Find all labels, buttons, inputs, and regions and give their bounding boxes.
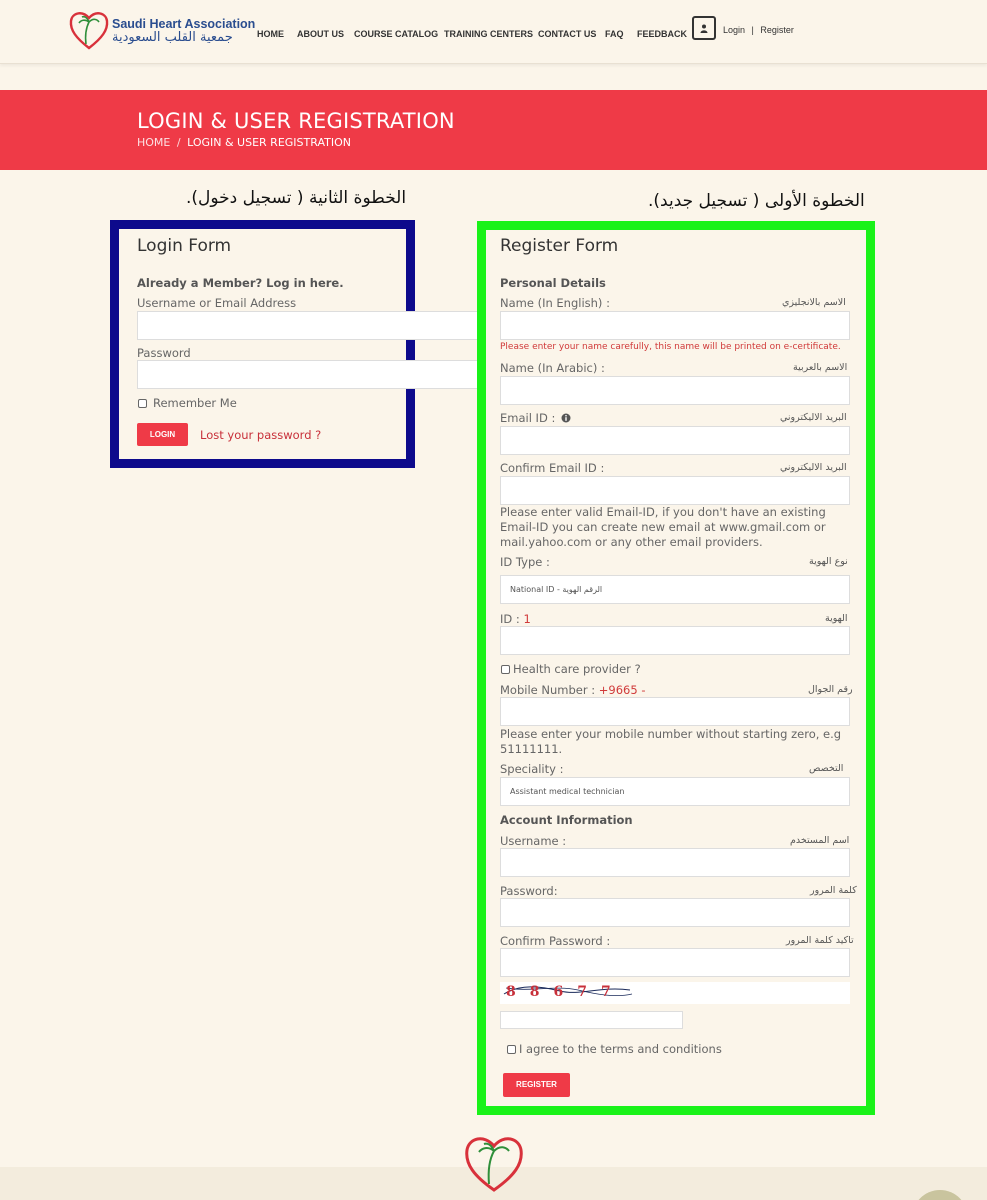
footer-heart-logo-icon	[462, 1130, 526, 1194]
page-title: LOGIN & USER REGISTRATION	[137, 109, 455, 133]
confirm-email-label-ar: البريد الاليكتروني	[780, 462, 847, 473]
mobile-label-text: Mobile Number :	[500, 683, 596, 697]
name-en-label: Name (In English) :	[500, 296, 610, 310]
breadcrumb	[137, 136, 351, 149]
speciality-label: Speciality :	[500, 762, 564, 776]
email-help-text: Please enter valid Email-ID, if you don't have an existing Email-ID you can create new email at www.gmail.com or mail.yahoo.com or any other email providers.	[500, 505, 826, 549]
terms-label: I agree to the terms and conditions	[519, 1042, 722, 1056]
nav-course-catalog[interactable]: COURSE CATALOG	[354, 29, 439, 39]
breadcrumb-current: LOGIN & USER REGISTRATION	[187, 136, 351, 149]
info-icon[interactable]	[561, 413, 571, 423]
name-ar-input[interactable]	[500, 376, 850, 405]
name-warning: Please enter your name carefully, this name will be printed on e-certificate.	[500, 342, 841, 352]
nav-training-centers[interactable]: TRAINING CENTERS	[444, 29, 534, 39]
logo-name-ar: جمعية القلب السعودية	[112, 30, 233, 45]
captcha-image	[500, 982, 850, 1004]
terms-checkbox[interactable]	[507, 1045, 516, 1054]
reg-username-input[interactable]	[500, 848, 850, 877]
heart-logo-icon	[68, 8, 110, 52]
id-type-label: ID Type :	[500, 555, 550, 569]
account-info-heading: Account Information	[500, 813, 633, 827]
header-register-link[interactable]: Register	[760, 25, 794, 35]
mobile-input[interactable]	[500, 697, 850, 726]
reg-confirm-password-input[interactable]	[500, 948, 850, 977]
breadcrumb-separator: /	[176, 136, 181, 149]
name-en-input[interactable]	[500, 311, 850, 340]
id-label-ar: الهوية	[825, 613, 848, 624]
header-login-link[interactable]: Login	[723, 25, 746, 35]
reg-password-label: Password:	[500, 884, 558, 898]
email-input[interactable]	[500, 426, 850, 455]
lost-password-link[interactable]: Lost your password ?	[200, 428, 322, 442]
nav-about-us[interactable]: ABOUT US	[297, 29, 344, 39]
id-label-text: ID :	[500, 612, 520, 626]
mobile-label	[500, 683, 645, 697]
healthcare-provider-checkbox[interactable]	[501, 665, 510, 674]
reg-password-label-ar: كلمة المرور	[810, 885, 857, 896]
reg-confirm-password-label: Confirm Password :	[500, 934, 611, 948]
captcha-text: 88677	[506, 984, 625, 1000]
step-one-caption: الخطوة الأولى ( تسجيل جديد).	[648, 191, 865, 211]
reg-username-label-ar: اسم المستخدم	[790, 835, 850, 846]
login-form-title: Login Form	[137, 236, 232, 256]
healthcare-provider-label: Health care provider ?	[513, 662, 641, 676]
login-password-input[interactable]	[137, 360, 482, 389]
id-input[interactable]	[500, 626, 850, 655]
remember-me-label: Remember Me	[153, 396, 237, 410]
logo-name-en: Saudi Heart Association	[112, 17, 256, 31]
email-label-text: Email ID :	[500, 411, 556, 425]
breadcrumb-home[interactable]: HOME	[137, 136, 171, 149]
nav-feedback[interactable]: FEEDBACK	[637, 29, 688, 39]
mobile-label-ar: رقم الجوال	[808, 684, 853, 695]
reg-username-label: Username :	[500, 834, 567, 848]
reg-confirm-password-label-ar: تاكيد كلمة المرور	[786, 935, 854, 946]
email-label	[500, 411, 571, 425]
email-label-ar: البريد الاليكتروني	[780, 412, 847, 423]
speciality-label-ar: التخصص	[809, 763, 844, 774]
captcha-input[interactable]	[500, 1011, 683, 1029]
login-password-label: Password	[137, 346, 191, 360]
speciality-select[interactable]: Assistant medical technician	[500, 777, 850, 806]
site-header	[0, 0, 987, 64]
auth-links	[723, 25, 794, 35]
confirm-email-label: Confirm Email ID :	[500, 461, 605, 475]
user-account-button[interactable]	[692, 16, 716, 40]
remember-me-checkbox[interactable]	[138, 399, 147, 408]
login-subtitle: Already a Member? Log in here.	[137, 276, 344, 290]
id-label-suffix: 1	[523, 612, 531, 626]
id-label	[500, 612, 531, 626]
login-username-label: Username or Email Address	[137, 296, 297, 310]
user-icon	[700, 24, 708, 33]
nav-home[interactable]: HOME	[257, 29, 284, 39]
register-form-title: Register Form	[500, 236, 619, 256]
site-logo[interactable]	[68, 8, 256, 54]
name-ar-label-ar: الاسم بالعربية	[793, 362, 848, 373]
id-type-label-ar: نوع الهوية	[809, 556, 848, 567]
register-button[interactable]: REGISTER	[503, 1073, 570, 1097]
mobile-help-text: Please enter your mobile number without starting zero, e.g 51111111.	[500, 727, 842, 756]
confirm-email-input[interactable]	[500, 476, 850, 505]
page-banner	[0, 90, 987, 170]
nav-contact-us[interactable]: CONTACT US	[538, 29, 597, 39]
auth-separator: |	[751, 25, 754, 35]
name-en-label-ar: الاسم بالانجليزي	[782, 297, 846, 308]
id-type-select[interactable]: National ID - الرقم الهوية	[500, 575, 850, 604]
reg-password-input[interactable]	[500, 898, 850, 927]
personal-details-heading: Personal Details	[500, 276, 606, 290]
name-ar-label: Name (In Arabic) :	[500, 361, 605, 375]
step-two-caption: الخطوة الثانية ( تسجيل دخول).	[186, 188, 407, 208]
nav-faq[interactable]: FAQ	[605, 29, 624, 39]
login-username-input[interactable]	[137, 311, 482, 340]
mobile-prefix: +9665 -	[598, 683, 646, 697]
login-button[interactable]: LOGIN	[137, 423, 188, 446]
